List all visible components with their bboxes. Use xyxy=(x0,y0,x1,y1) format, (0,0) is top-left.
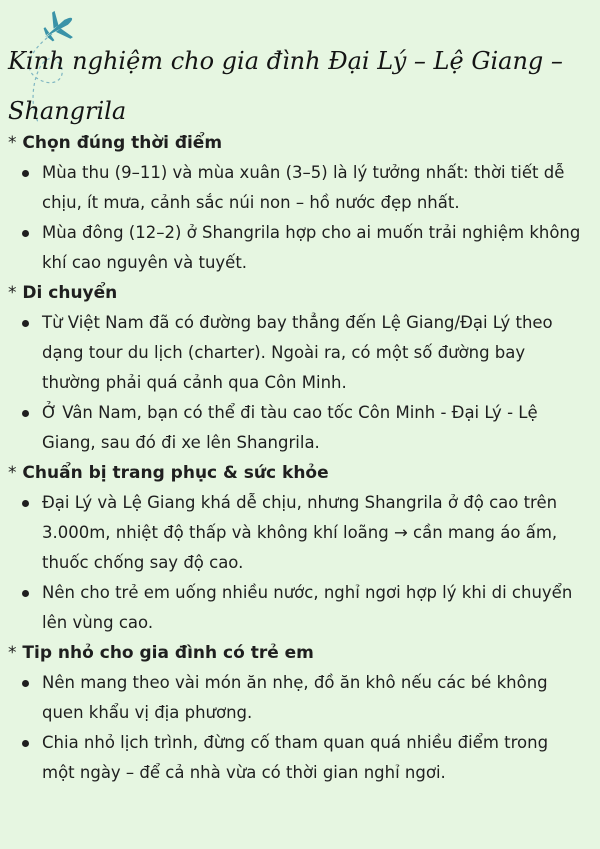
asterisk-marker: * xyxy=(8,133,17,153)
asterisk-marker: * xyxy=(8,463,17,483)
section-heading-text: Chuẩn bị trang phục & sức khỏe xyxy=(22,463,329,483)
section-clothing-health xyxy=(8,458,588,638)
bullet-list xyxy=(8,488,588,638)
asterisk-marker: * xyxy=(8,283,17,303)
section-heading-text: Chọn đúng thời điểm xyxy=(22,133,223,153)
bullet-list xyxy=(8,158,588,278)
section-heading-text: Di chuyển xyxy=(22,283,118,303)
list-item: Chia nhỏ lịch trình, đừng cố tham quan quá nhiều điểm trong một ngày – để cả nhà vừa có thời gian nghỉ ngơi. xyxy=(42,728,588,788)
section-transport xyxy=(8,278,588,458)
list-item: Nên mang theo vài món ăn nhẹ, đồ ăn khô nếu các bé không quen khẩu vị địa phương. xyxy=(42,668,588,728)
section-heading xyxy=(8,458,588,488)
bullet-list xyxy=(8,668,588,788)
section-heading xyxy=(8,278,588,308)
section-heading xyxy=(8,638,588,668)
list-item: Mùa đông (12–2) ở Shangrila hợp cho ai muốn trải nghiệm không khí cao nguyên và tuyết. xyxy=(42,218,588,278)
section-heading xyxy=(8,128,588,158)
tips-content xyxy=(8,128,588,788)
asterisk-marker: * xyxy=(8,643,17,663)
list-item: Ở Vân Nam, bạn có thể đi tàu cao tốc Côn Minh - Đại Lý - Lệ Giang, sau đó đi xe lên Shangrila. xyxy=(42,398,588,458)
bullet-list xyxy=(8,308,588,458)
list-item: Nên cho trẻ em uống nhiều nước, nghỉ ngơi hợp lý khi di chuyển lên vùng cao. xyxy=(42,578,588,638)
list-item: Từ Việt Nam đã có đường bay thẳng đến Lệ Giang/Đại Lý theo dạng tour du lịch (charter). Ngoài ra, có một số đường bay thường phải quá cảnh qua Côn Minh. xyxy=(42,308,588,398)
list-item: Đại Lý và Lệ Giang khá dễ chịu, nhưng Shangrila ở độ cao trên 3.000m, nhiệt độ thấp và không khí loãng → cần mang áo ấm, thuốc chống say độ cao. xyxy=(42,488,588,578)
page-title: Kinh nghiệm cho gia đình Đại Lý – Lệ Giang – Shangrila xyxy=(8,47,563,125)
section-family-tips xyxy=(8,638,588,788)
section-heading-text: Tip nhỏ cho gia đình có trẻ em xyxy=(22,643,314,663)
list-item: Mùa thu (9–11) và mùa xuân (3–5) là lý tưởng nhất: thời tiết dễ chịu, ít mưa, cảnh sắc núi non – hồ nước đẹp nhất. xyxy=(42,158,588,218)
section-timing xyxy=(8,128,588,278)
